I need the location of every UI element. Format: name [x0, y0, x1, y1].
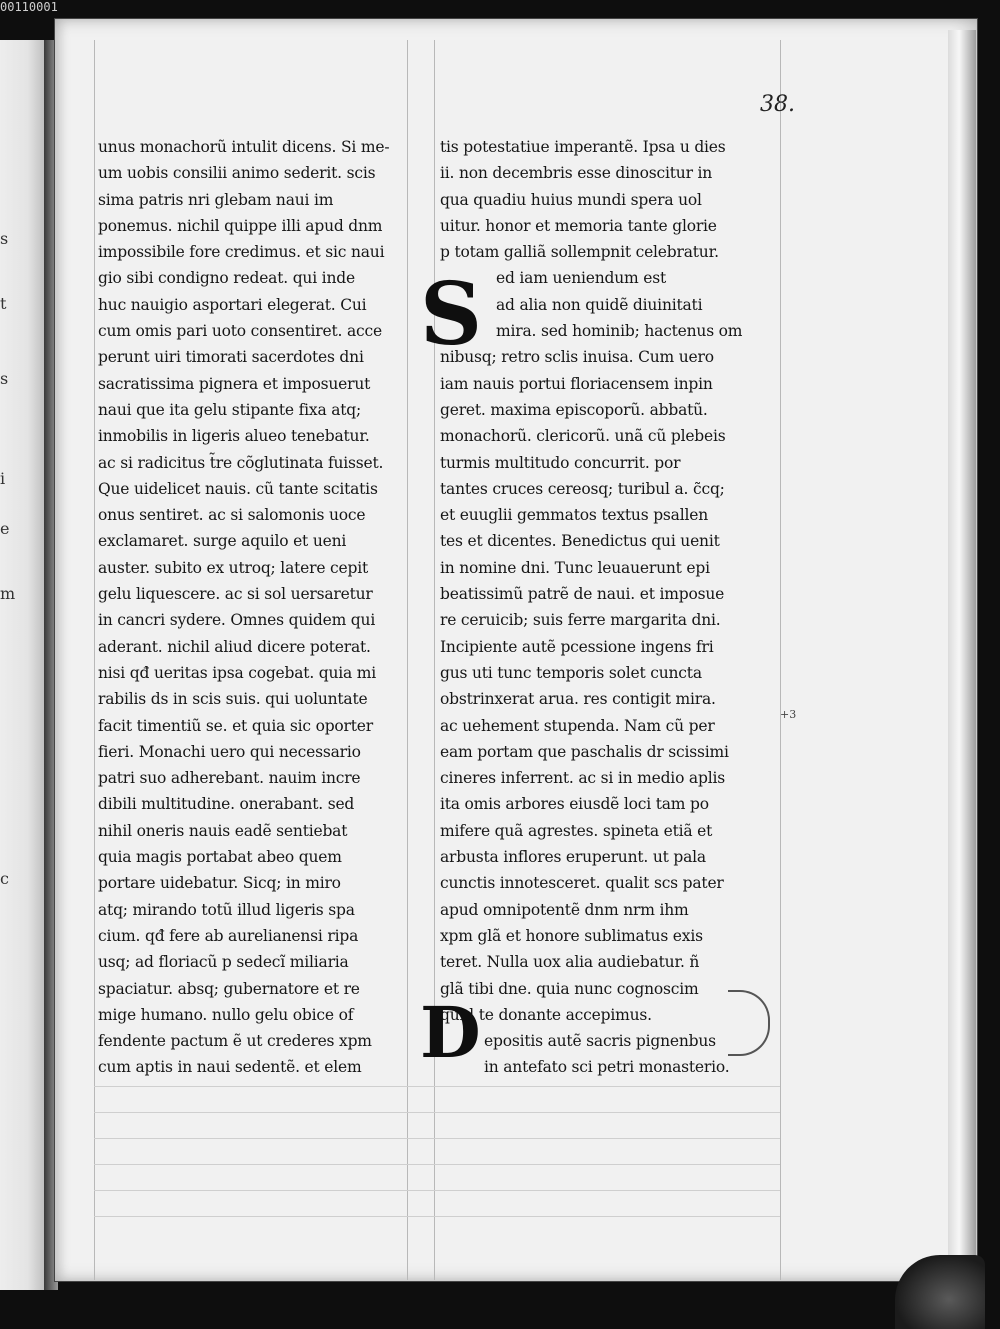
- left-text-column: [98, 134, 408, 1081]
- page-fore-edge: [948, 30, 976, 1280]
- text-line: unus monachorũ intulit dicens. Si me-: [98, 138, 390, 156]
- image-id-label: 00110001: [0, 0, 58, 14]
- text-line: Incipiente autẽ pcessione ingens fri: [440, 637, 714, 656]
- text-line: cium. qđ fere ab aurelianensi ripa: [98, 926, 359, 945]
- text-line: cum omis pari uoto consentiret. acce: [98, 322, 382, 341]
- text-line: fendente pactum ẽ ut crederes xpm: [98, 1032, 372, 1051]
- ruling-line: [94, 1112, 780, 1113]
- text-line: ad alia non quidẽ diuinitati: [496, 295, 703, 314]
- text-line: gio sibi condigno redeat. qui inde: [98, 269, 355, 288]
- text-line: mira. sed hominib; hactenus om: [496, 322, 743, 341]
- text-line: dibili multitudine. onerabant. sed: [98, 795, 355, 814]
- text-line: xpm glã et honore sublimatus exis: [440, 926, 703, 945]
- text-line: qua quadiu huius mundi spera uol: [440, 190, 702, 209]
- text-line: monachorũ. clericorũ. unã cũ plebeis: [440, 427, 726, 446]
- text-line: nibusq; retro sclis inuisa. Cum uero: [440, 348, 714, 367]
- text-line: portare uidebatur. Sicq; in miro: [98, 874, 341, 893]
- prev-page-letter: s: [0, 229, 9, 248]
- ruling-line: [434, 40, 435, 1280]
- text-line: atq; mirando totũ illud ligeris spa: [98, 900, 355, 919]
- text-line: spaciatur. absq; gubernatore et re: [98, 979, 360, 998]
- text-line: ac uehement stupenda. Nam cũ per: [440, 716, 715, 735]
- text-line: quia magis portabat abeo quem: [98, 848, 342, 867]
- text-line: uitur. honor et memoria tante glorie: [440, 216, 717, 235]
- text-line: tantes cruces cereosq; turibul a. c̃cq;: [440, 479, 725, 498]
- text-line: p totam galliã sollempnit celebratur.: [440, 243, 719, 262]
- text-line: impossibile fore credimus. et sic naui: [98, 243, 385, 262]
- text-line: onus sentiret. ac si salomonis uoce: [98, 506, 366, 525]
- decorated-initial-d: D: [420, 991, 481, 1074]
- text-line: mifere quã agrestes. spineta etiã et: [440, 821, 713, 840]
- text-line: cunctis innotesceret. qualit scs pater: [440, 874, 724, 893]
- text-line: auster. subito ex utroq; latere cepit: [98, 558, 368, 577]
- decorated-initial-s: S: [420, 264, 483, 365]
- margin-note: +3: [780, 708, 797, 721]
- text-line: Que uidelicet nauis. cũ tante scitatis: [98, 479, 378, 498]
- text-line: ac si radicitus t̃re cõglutinata fuisset.: [98, 453, 384, 472]
- text-line: ii. non decembris esse dinoscitur in: [440, 164, 713, 183]
- ruling-line: [94, 1164, 780, 1165]
- prev-page-letter: t: [0, 294, 7, 313]
- prev-page-letter: i: [0, 469, 6, 488]
- text-line: usq; ad floriacũ p sedecĩ miliaria: [98, 953, 349, 972]
- text-line: rabilis ds in scis suis. qui uoluntate: [98, 690, 368, 709]
- ruling-line: [94, 1216, 780, 1217]
- text-line: aderant. nichil aliud dicere poterat.: [98, 637, 371, 656]
- ruling-line: [94, 1190, 780, 1191]
- text-line: epositis autẽ sacris pignenbus: [484, 1032, 716, 1051]
- text-line: fieri. Monachi uero qui necessario: [98, 742, 361, 761]
- ruling-line: [94, 40, 95, 1280]
- text-line: cum aptis in naui sedentẽ. et elem: [98, 1058, 362, 1077]
- text-line: nihil oneris nauis eadẽ sentiebat: [98, 821, 348, 840]
- previous-page-edge: [0, 40, 48, 1290]
- text-line: sima patris nri glebam naui im: [98, 190, 334, 209]
- text-line: arbusta inflores eruperunt. ut pala: [440, 848, 706, 867]
- text-line: in nomine dni. Tunc leuauerunt epi: [440, 558, 710, 577]
- text-line: quid te donante accepimus.: [440, 1005, 652, 1024]
- prev-page-letter: c: [0, 869, 9, 888]
- text-line: obstrinxerat arua. res contigit mira.: [440, 690, 716, 709]
- right-text-column: [440, 134, 785, 1081]
- text-line: ita omis arbores eiusdẽ loci tam po: [440, 795, 709, 814]
- prev-page-letter: e: [0, 519, 10, 538]
- text-line: naui que ita gelu stipante fixa atq;: [98, 400, 362, 419]
- text-line: um uobis consilii animo sederit. scis: [98, 164, 376, 183]
- folio-number: 38.: [760, 92, 795, 117]
- text-line: inmobilis in ligeris alueo tenebatur.: [98, 427, 370, 446]
- text-line: teret. Nulla uox alia audiebatur. ñ: [440, 953, 700, 972]
- text-line: sacratissima pignera et imposuerut: [98, 374, 371, 393]
- prev-page-letter: s: [0, 369, 9, 388]
- text-line: iam nauis portui floriacensem inpin: [440, 374, 713, 393]
- text-line: tis potestatiue imperantẽ. Ipsa u dies: [440, 138, 726, 156]
- text-line: glã tibi dne. quia nunc cognoscim: [440, 979, 699, 998]
- text-line: facit timentiũ se. et quia sic oporter: [98, 716, 373, 735]
- thumb: [895, 1255, 985, 1329]
- text-line: et euuglii gemmatos textus psallen: [440, 506, 708, 525]
- text-line: geret. maxima episcoporũ. abbatũ.: [440, 400, 708, 419]
- text-line: in cancri sydere. Omnes quidem qui: [98, 611, 376, 630]
- text-line: gus uti tunc temporis solet cuncta: [440, 663, 702, 682]
- text-line: ponemus. nichil quippe illi apud dnm: [98, 216, 383, 235]
- text-line: turmis multitudo concurrit. por: [440, 453, 681, 472]
- text-line: nisi qđ ueritas ipsa cogebat. quia mi: [98, 663, 377, 682]
- text-line: apud omnipotentẽ dnm nrm ihm: [440, 900, 689, 919]
- ruling-line: [94, 1138, 780, 1139]
- text-line: gelu liquescere. ac si sol uersaretur: [98, 585, 373, 604]
- text-line: exclamaret. surge aquilo et ueni: [98, 532, 347, 551]
- text-line: tes et dicentes. Benedictus qui uenit: [440, 532, 720, 551]
- text-line: re ceruicib; suis ferre margarita dni.: [440, 611, 721, 630]
- text-line: mige humano. nullo gelu obice of: [98, 1005, 354, 1024]
- ruling-line: [94, 1086, 780, 1087]
- text-line: cineres inferrent. ac si in medio aplis: [440, 769, 725, 788]
- text-line: huc nauigio asportari elegerat. Cui: [98, 295, 367, 314]
- text-line: in antefato sci petri monasterio.: [484, 1058, 730, 1077]
- text-line: perunt uiri timorati sacerdotes dni: [98, 348, 364, 367]
- prev-page-letter: m: [0, 584, 16, 603]
- text-line: eam portam que paschalis dr scissimi: [440, 742, 729, 761]
- text-line: beatissimũ patrẽ de naui. et imposue: [440, 585, 725, 604]
- text-line: ed iam ueniendum est: [496, 269, 666, 288]
- text-line: patri suo adherebant. nauim incre: [98, 769, 361, 788]
